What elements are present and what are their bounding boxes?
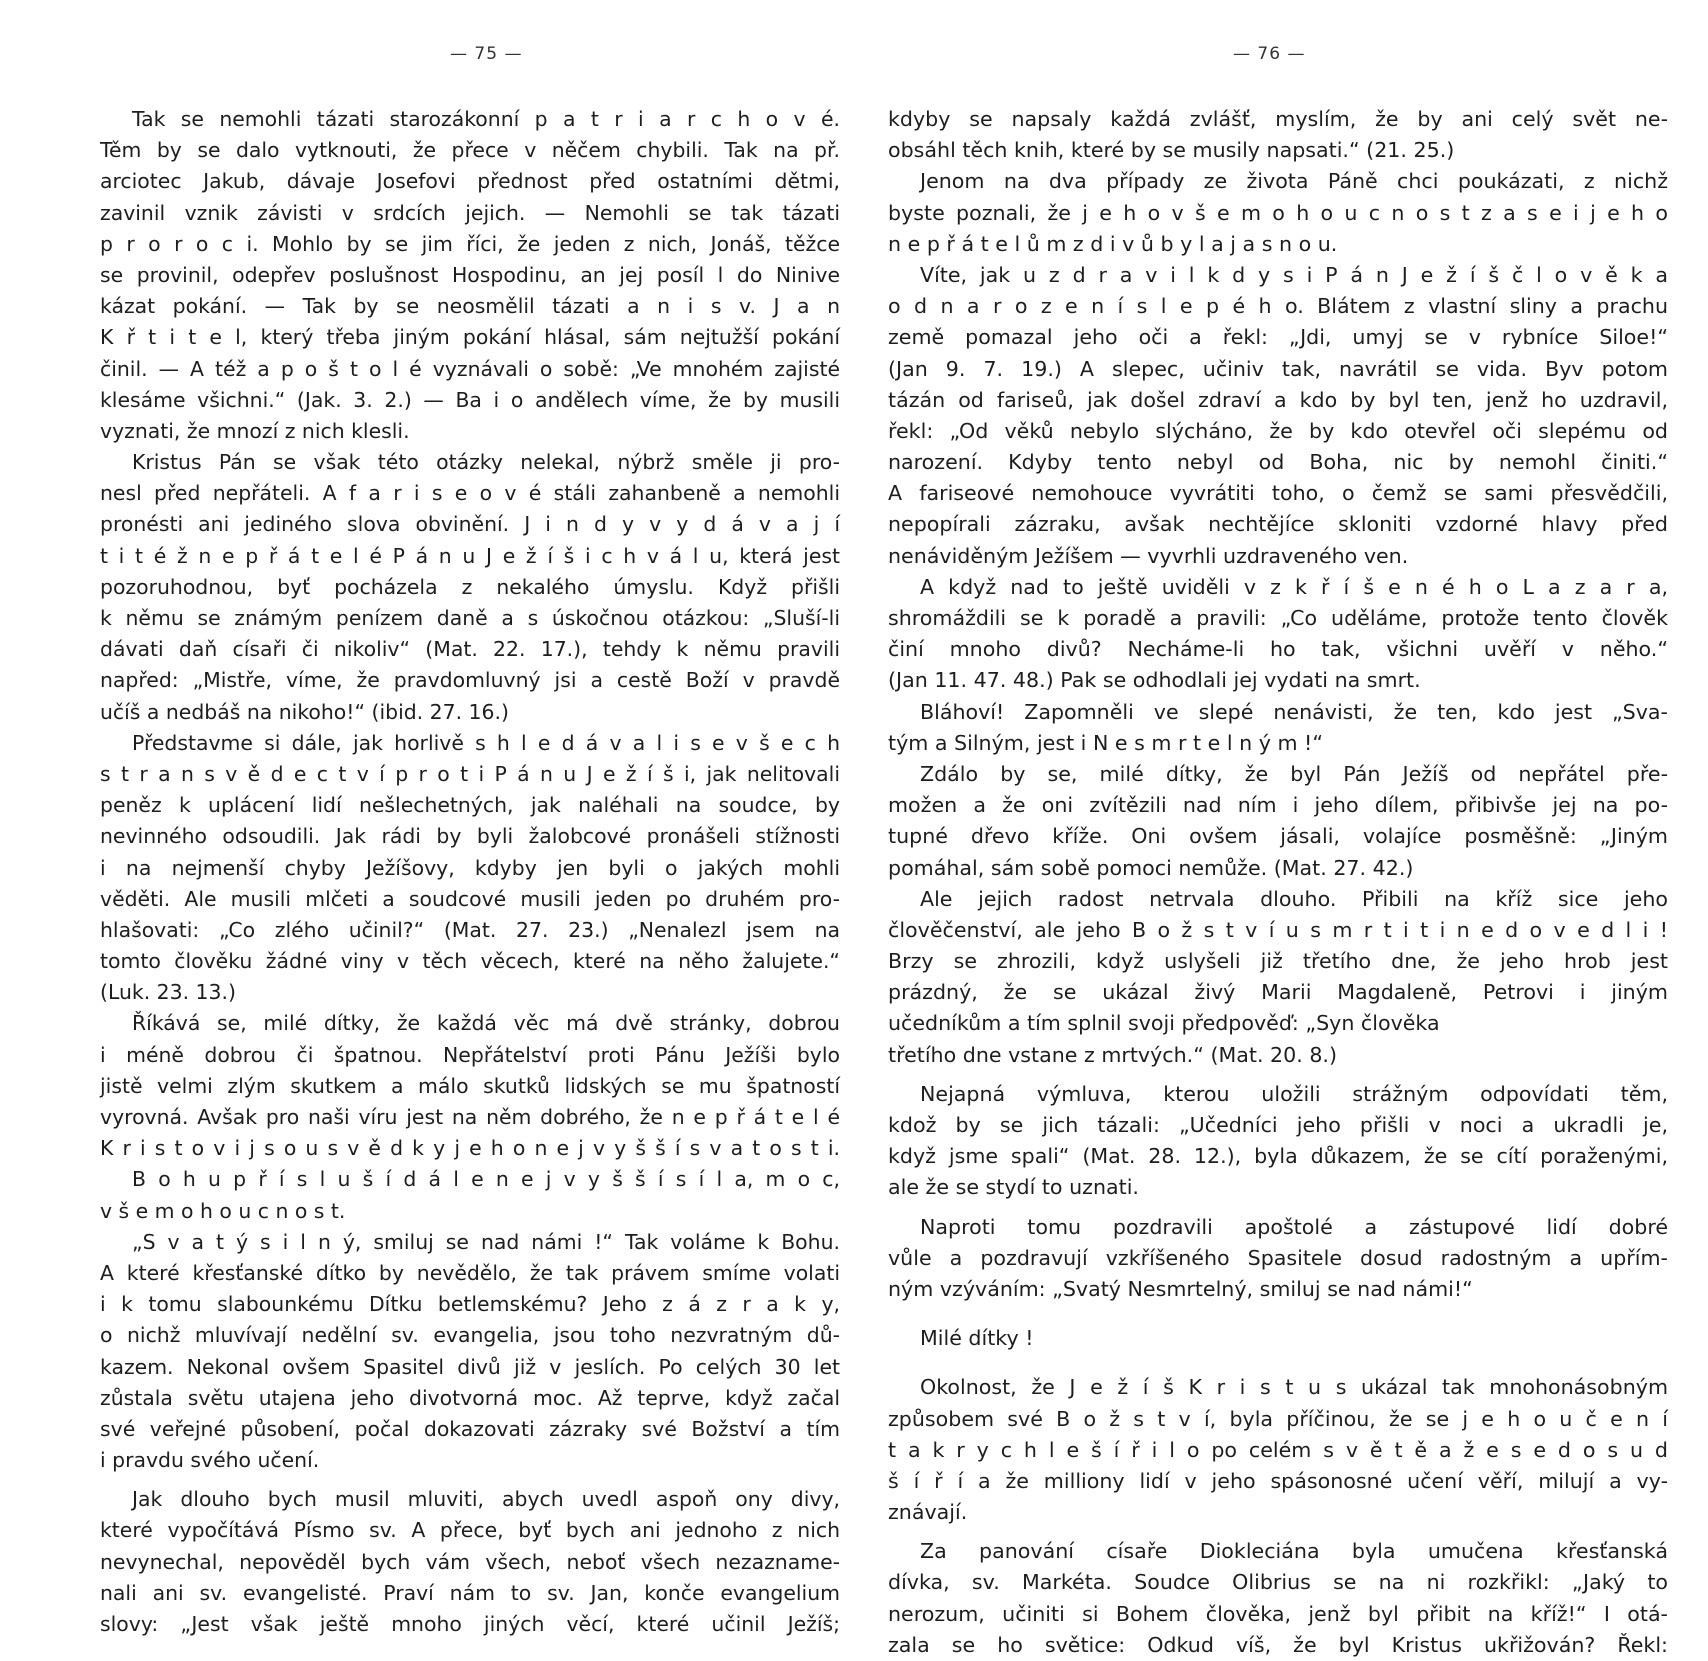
- text-line: se provinil, odepřev poslušnost Hospodinu, an jej posíl l do Ninive: [100, 262, 840, 287]
- right-text-body: [888, 104, 1668, 1661]
- page-number-left: — 75 —: [450, 44, 523, 64]
- text-line: obsáhl těch knih, které by se musily napsati.“ (21. 25.): [888, 138, 1455, 163]
- text-line: Za panování císaře Diokleciána byla umučena křesťanská: [920, 1539, 1668, 1564]
- text-line: Jenom na dva případy ze života Páně chci poukázati, z nichž: [920, 169, 1668, 194]
- text-line: Tak se nemohli tázati starozákonní p a t r i a r c h o v é.: [132, 107, 840, 131]
- text-line: i méně dobrou či špatnou. Nepřátelství proti Pánu Ježíši bylo: [100, 1042, 840, 1067]
- text-line: když jsme spali“ (Mat. 28. 12.), byla důkazem, že se cítí poraženými,: [888, 1144, 1668, 1169]
- left-page: [100, 0, 840, 1636]
- text-line: Milé dítky !: [920, 1326, 1034, 1351]
- page-number-right: — 76 —: [1233, 44, 1306, 64]
- text-line: A fariseové nemohouce vyvrátiti toho, o čemž se sami přesvědčili,: [888, 481, 1668, 506]
- text-line: tomto člověku žádné viny v těch věcech, které na něho žalujete.“: [100, 949, 840, 974]
- text-line: p r o r o c i. Mohlo by se jim říci, že jeden z nich, Jonáš, těžce: [100, 231, 840, 256]
- text-line: Kristus Pán se však této otázky nelekal, nýbrž směle ji pro-: [132, 450, 840, 475]
- text-line: nali ani sv. evangelisté. Praví nám to sv. Jan, konče evangelium: [100, 1580, 840, 1605]
- text-line: pomáhal, sám sobě pomoci nemůže. (Mat. 27. 42.): [888, 855, 1414, 880]
- text-line: pozoruhodnou, byť pocházela z nekalého úmyslu. Když přišli: [100, 574, 840, 599]
- text-line: věděti. Ale musili mlčeti a soudcové musili jeden po druhém pro-: [100, 886, 840, 911]
- text-line: Říkává se, milé dítky, že každá věc má dvě stránky, dobrou: [132, 1011, 840, 1036]
- text-line: učíš a nedbáš na nikoho!“ (ibid. 27. 16.): [100, 699, 509, 724]
- text-line: Brzy se zhrozili, když uslyšeli již třetího dne, že jeho hrob jest: [888, 949, 1668, 974]
- text-line: byste poznali, že j e h o v š e m o h o u c n o s t z a s e i j e h o: [888, 200, 1668, 225]
- text-line: klesáme všichni.“ (Jak. 3. 2.) — Ba i o andělech víme, že by musili: [100, 387, 840, 412]
- text-line: které vypočítává Písmo sv. A přece, byť bych ani jednoho z nich: [100, 1518, 840, 1543]
- text-line: Ale jejich radost netrvala dlouho. Přibili na kříž sice jeho: [920, 886, 1668, 911]
- text-line: kdyby se napsaly každá zvlášť, myslím, že by ani celý svět ne-: [888, 107, 1668, 131]
- text-line: zala se ho světice: Odkud víš, že byl Kristus ukřižován? Řekl:: [888, 1632, 1668, 1657]
- text-line: třetího dne vstane z mrtvých.“ (Mat. 20. 8.): [888, 1042, 1338, 1067]
- text-line: nepopírali zázraku, avšak nechtějíce skloniti vzdorné hlavy před: [888, 512, 1668, 537]
- text-line: člověčenství, ale jeho B o ž s t v í u s m r t i t i n e d o v e d l i !: [888, 917, 1668, 942]
- text-line: možen a že oni zvítězili nad ním i jeho dílem, přibivše jej na po-: [888, 793, 1668, 818]
- right-page: [888, 0, 1668, 1657]
- text-line: učedníkům a tím splnil svoji předpověď: „Syn člověka: [888, 1011, 1440, 1036]
- text-line: prázdný, že se ukázal živý Marii Magdaleně, Petrovi i jiným: [888, 980, 1668, 1005]
- text-line: zůstala světu utajena jeho divotvorná moc. Až teprve, když začal: [100, 1385, 840, 1410]
- left-text-body: [100, 104, 840, 1640]
- text-line: k němu se známým penízem daně a s úskočnou otázkou: „Sluší-li: [100, 606, 840, 630]
- text-line: (Luk. 23. 13.): [100, 980, 236, 1005]
- text-line: tým a Silným, jest i N e s m r t e l n ý m !“: [888, 730, 1323, 755]
- text-line: nevinného odsoudili. Jak rádi by byli žalobcové pronášeli stížnosti: [100, 824, 840, 849]
- text-line: tupné dřevo kříže. Oni ovšem jásali, volajíce posměšně: „Jiným: [888, 824, 1668, 849]
- text-line: i na nejmenší chyby Ježíšovy, kdyby jen byli o jakých mohli: [100, 855, 840, 880]
- text-line: kazem. Nekonal ovšem Spasitel divů již v jeslích. Po celých 30 let: [100, 1354, 840, 1379]
- text-line: ným vzýváním: „Svatý Nesmrtelný, smiluj se nad námi!“: [888, 1276, 1473, 1301]
- text-line: zavinil vznik závisti v srdcích jejich. — Nemohli se tak tázati: [100, 200, 840, 225]
- text-line: narození. Kdyby tento nebyl od Boha, nic by nemohl činiti.“: [888, 450, 1668, 475]
- text-line: A které křesťanské dítko by nevědělo, že tak právem smíme volati: [100, 1260, 840, 1285]
- text-line: dívka, sv. Markéta. Soudce Olibrius se na ni rozkřikl: „Jaký to: [888, 1570, 1668, 1595]
- text-line: (Jan 9. 7. 19.) A slepec, učiniv tak, navrátil se vida. Byv potom: [888, 356, 1668, 381]
- text-line: K ř t i t e l, který třeba jiným pokání hlásal, sám nejtužší pokání: [100, 325, 840, 350]
- text-line: peněz k uplácení lidí nešlechetných, jak naléhali na soudce, by: [100, 793, 840, 818]
- text-line: Těm by se dalo vytknouti, že přece v něčem chybili. Tak na př.: [100, 138, 840, 163]
- text-line: řekl: „Od věků nebylo slýcháno, že by kdo otevřel oči slepému od: [888, 418, 1668, 443]
- text-line: činil. — A též a p o š t o l é vyznávali o sobě: „Ve mnohém zajisté: [100, 356, 840, 381]
- text-line: o d n a r o z e n í s l e p é h o. Blátem z vlastní sliny a prachu: [888, 294, 1668, 319]
- text-line: Představme si dále, jak horlivě s h l e d á v a l i s e v š e c h: [132, 730, 840, 755]
- text-line: K r i s t o v i j s o u s v ě d k y j e h o n e j v y š š í s v a t o s t i.: [100, 1136, 840, 1161]
- text-line: dávati daň císaři či nikoliv“ (Mat. 22. 17.), tehdy k němu pravili: [100, 637, 840, 662]
- text-line: „S v a t ý s i l n ý, smiluj se nad námi !“ Tak voláme k Bohu.: [132, 1229, 840, 1254]
- text-line: arciotec Jakub, dávaje Josefovi přednost před ostatními dětmi,: [100, 169, 840, 194]
- text-line: své veřejné působení, počal dokazovati zázraky své Božství a tím: [100, 1416, 840, 1441]
- text-line: o nichž mluvívají nedělní sv. evangelia, jsou toho nezvratným dů-: [100, 1323, 840, 1348]
- text-line: Jak dlouho bych musil mluviti, abych uvedl aspoň ony divy,: [132, 1487, 840, 1512]
- text-line: tázán od fariseů, jak došel zdraví a kdo by byl ten, jenž ho uzdravil,: [888, 387, 1668, 412]
- text-line: nesl před nepřáteli. A f a r i s e o v é stáli zahanbeně a nemohli: [100, 481, 840, 506]
- text-line: pronésti ani jediného slova obvinění. J i n d y v y d á v a j í: [100, 512, 840, 537]
- text-line: nevynechal, nepověděl bych vám všech, neboť všech nezazname-: [100, 1549, 840, 1574]
- text-line: A když nad to ještě uviděli v z k ř í š e n é h o L a z a r a,: [920, 574, 1668, 599]
- text-line: i pravdu svého učení.: [100, 1448, 320, 1473]
- text-line: Víte, jak u z d r a v i l k d y s i P á n J e ž í š č l o v ě k a: [920, 262, 1668, 287]
- text-line: v š e m o h o u c n o s t.: [100, 1198, 346, 1223]
- text-line: činí mnoho divů? Necháme-li ho tak, všichni uvěří v něho.“: [888, 637, 1668, 662]
- text-line: kázat pokání. — Tak by se neosmělil tázati a n i s v. J a n: [100, 294, 840, 319]
- text-line: i k tomu slabounkému Dítku betlemskému? Jeho z á z r a k y,: [100, 1292, 840, 1317]
- text-line: nerozum, učiniti si Bohem člověka, jenž byl přibit na kříž!“ I otá-: [888, 1601, 1668, 1626]
- text-line: způsobem své B o ž s t v í, byla příčinou, že se j e h o u č e n í: [888, 1406, 1668, 1431]
- text-line: jistě velmi zlým skutkem a málo skutků lidských se mu špatností: [100, 1073, 840, 1098]
- text-line: slovy: „Jest však ještě mnoho jiných věcí, které učinil Ježíš;: [100, 1612, 840, 1636]
- text-line: znávají.: [888, 1500, 968, 1525]
- text-line: vyznati, že mnozí z nich klesli.: [100, 418, 410, 443]
- text-line: t a k r y c h l e š í ř i l o po celém s v ě t ě a ž e s e d o s u d: [888, 1437, 1668, 1462]
- text-line: vyrovná. Avšak pro naši víru jest na něm dobrého, že n e p ř á t e l é: [100, 1105, 840, 1129]
- text-line: Zdálo by se, milé dítky, že byl Pán Ježíš od nepřátel pře-: [920, 761, 1668, 786]
- text-line: (Jan 11. 47. 48.) Pak se odhodlali jej vydati na smrt.: [888, 668, 1421, 693]
- text-line: B o h u p ř í s l u š í d á l e n e j v y š š í s í l a, m o c,: [132, 1167, 840, 1192]
- text-line: napřed: „Mistře, víme, že pravdomluvný jsi a cestě Boží v pravdě: [100, 668, 840, 693]
- text-line: kdož by se jich tázali: „Učedníci jeho přišli v noci a ukradli je,: [888, 1113, 1668, 1137]
- text-line: nenáviděným Ježíšem — vyvrhli uzdraveného ven.: [888, 543, 1409, 568]
- text-line: t i t é ž n e p ř á t e l é P á n u J e ž í š i c h v á l u, která jest: [100, 543, 840, 568]
- text-line: š í ř í a že milliony lidí v jeho spásonosné učení věří, milují a vy-: [888, 1468, 1668, 1493]
- text-line: Bláhoví! Zapomněli ve slepé nenávisti, že ten, kdo jest „Sva-: [920, 699, 1668, 724]
- text-line: n e p ř á t e l ů m z d i v ů b y l a j a s n o u.: [888, 231, 1338, 256]
- text-line: s t r a n s v ě d e c t v í p r o t i P á n u J e ž í š i, jak nelitovali: [100, 761, 840, 786]
- text-line: ale že se stydí to uznati.: [888, 1175, 1139, 1200]
- text-line: vůle a pozdravují vzkříšeného Spasitele dosud radostným a upřím-: [888, 1245, 1668, 1270]
- text-line: Nejapná výmluva, kterou uložili strážným odpovídati těm,: [920, 1081, 1668, 1106]
- text-line: Okolnost, že J e ž í š K r i s t u s ukázal tak mnohonásobným: [920, 1375, 1668, 1400]
- text-line: země pomazal jeho oči a řekl: „Jdi, umyj se v rybníce Siloe!“: [888, 325, 1668, 350]
- text-line: shromáždili se k poradě a pravili: „Co uděláme, protože tento člověk: [888, 606, 1668, 630]
- text-line: hlašovati: „Co zlého učinil?“ (Mat. 27. 23.) „Nenalezl jsem na: [100, 917, 840, 942]
- text-line: Naproti tomu pozdravili apoštolé a zástupové lidí dobré: [920, 1214, 1668, 1239]
